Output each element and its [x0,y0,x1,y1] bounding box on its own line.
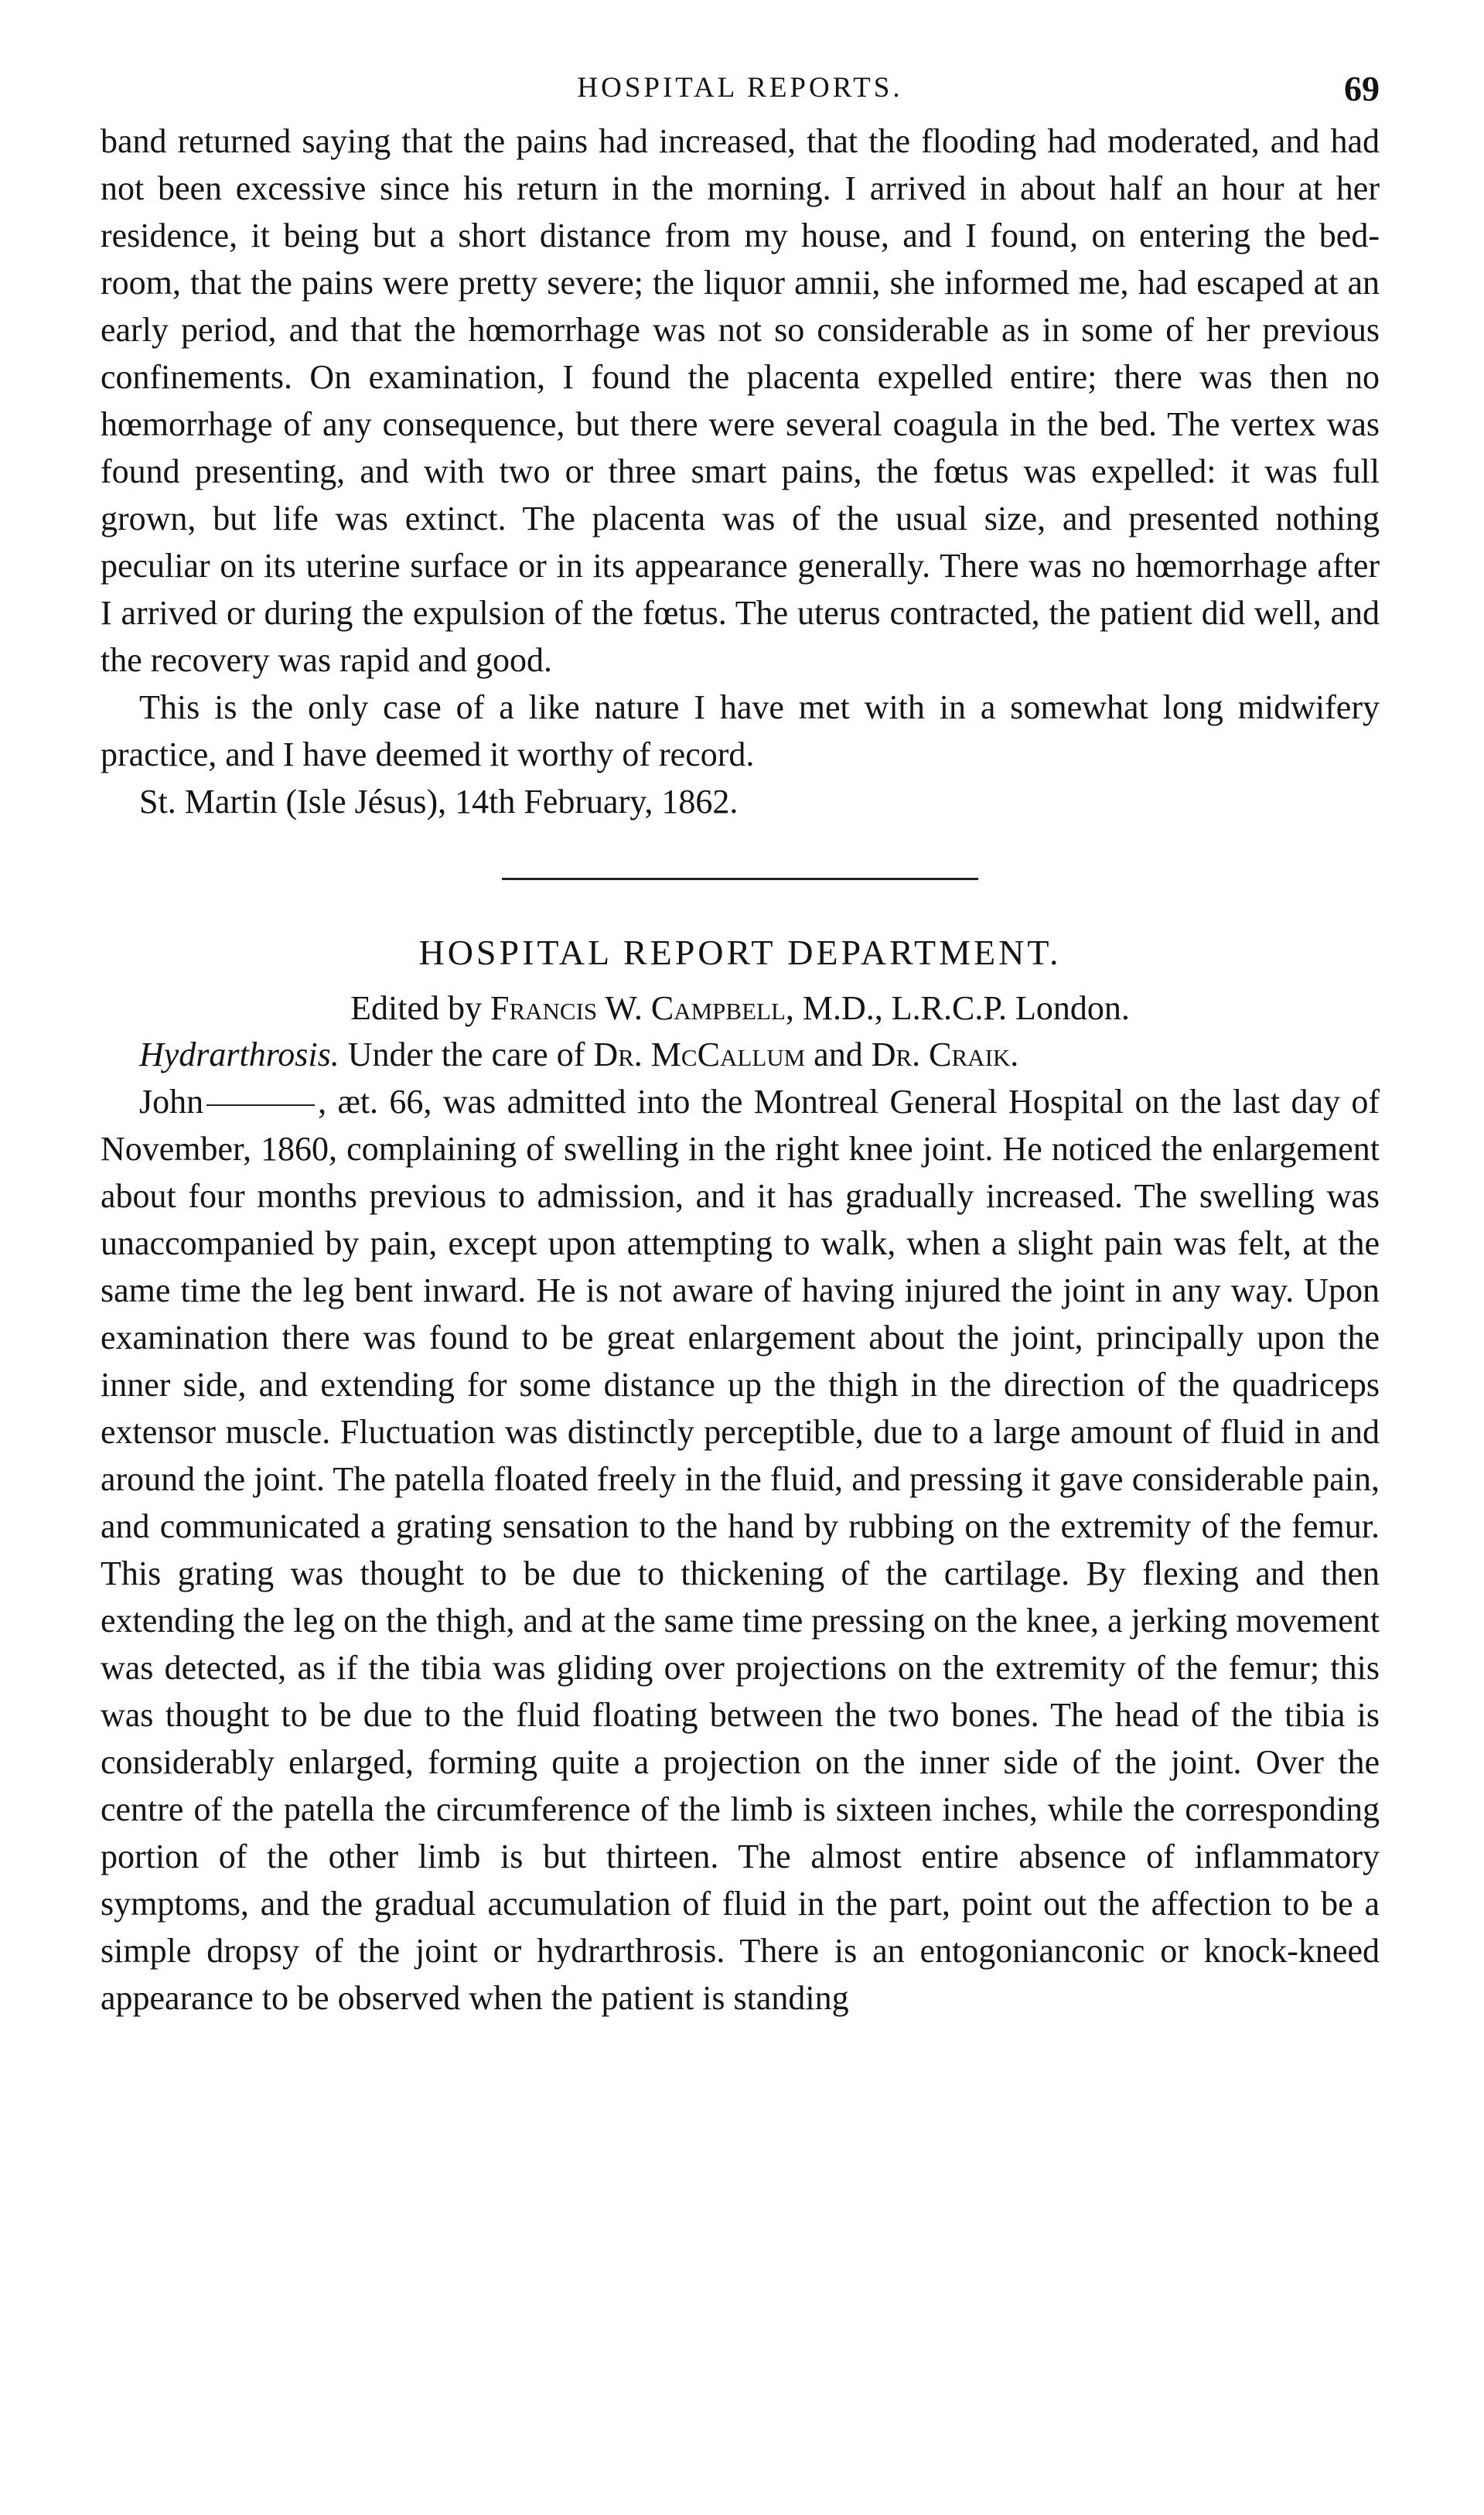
name-blank-rule [206,1104,315,1106]
doctor-mccallum: Dr. McCallum [593,1036,806,1073]
edited-by-label: Edited by [350,989,482,1027]
editor-line [101,985,1380,1032]
continuation-paragraph: band returned saying that the pains had increased, that the flooding had moderated, and had not been excessive since his return in the morning. I arrived in about half an hour at her residence, it being but a short distance from my house, and I found, on entering the bed-room, that the pains were pretty severe; the liquor amnii, she informed me, had escaped at an early period, and that the hœmorrhage was not so considerable as in some of her previous confinements. On examination, I found the placenta expelled entire; there was then no hœmorrhage of any consequence, but there were several coagula in the bed. The vertex was found presenting, and with two or three smart pains, the fœtus was expelled: it was full grown, but life was extinct. The placenta was of the usual size, and presented nothing peculiar on its uterine surface or in its appearance generally. There was no hœmorrhage after I arrived or during the expulsion of the fœtus. The uterus contracted, the patient did well, and the recovery was rapid and good. [101,122,1380,679]
running-header [101,68,1380,118]
signoff-line: St. Martin (Isle Jésus), 14th February, 1862. [139,783,739,821]
page-number: 69 [1344,69,1380,108]
editor-name: Francis W. Campbell [490,989,786,1027]
running-title: HOSPITAL REPORTS. [577,72,903,104]
patient-name: John [139,1083,204,1121]
book-page [101,68,1380,2022]
section-title: HOSPITAL REPORT DEPARTMENT. [418,933,1062,972]
care-end: . [1010,1036,1019,1073]
editor-credentials: , M.D., L.R.C.P. London. [785,989,1130,1027]
section-divider [502,878,978,880]
care-and: and [814,1036,863,1073]
case-body-paragraph [101,1078,1380,2022]
doctor-craik: Dr. Craik [871,1036,1011,1073]
case-heading [101,1032,1380,1078]
case-title: Hydrarthrosis. [139,1036,339,1073]
case-body-text: , æt. 66, was admitted into the Montreal General Hospital on the last day of November, 1860, complaining of swelling in the right knee joint. He noticed the enlargement about four months previous to admission, and it has gradually increased. The swelling was unaccompanied by pain, except upon attempting to walk, when a slight pain was felt, at the same time the leg bent inward. He is not aware of having injured the joint in any way. Upon examination there was found to be great enlargement about the joint, principally upon the inner side, and extending for some distance up the thigh in the direction of the quadriceps extensor muscle. Fluctuation was distinctly perceptible, due to a large amount of fluid in and around the joint. The patella floated freely in the fluid, and pressing it gave considerable pain, and communicated a grating sensation to the hand by rubbing on the extremity of the femur. This grating was thought to be due to thickening of the cartilage. By flexing and then extending the leg on the thigh, and at the same time pressing on the knee, a jerking movement was detected, as if the tibia was gliding over projections on the extremity of the femur; this was thought to be due to the fluid floating between the two bones. The head of the tibia is considerably enlarged, forming quite a projection on the inner side of the joint. Over the centre of the patella the circumference of the limb is sixteen inches, while the corresponding portion of the other limb is but thirteen. The almost entire absence of inflammatory symptoms, and the gradual accumulation of fluid in the part, point out the affection to be a simple dropsy of the joint or hydrarthrosis. There is an entogonianconic or knock-kneed appearance to be observed when the patient is standing [101,1083,1380,2017]
closing-paragraph: This is the only case of a like nature I have met with in a somewhat long midwifery practice, and I have deemed it worthy of record. [101,688,1380,773]
care-prefix: Under the care of [347,1036,585,1073]
